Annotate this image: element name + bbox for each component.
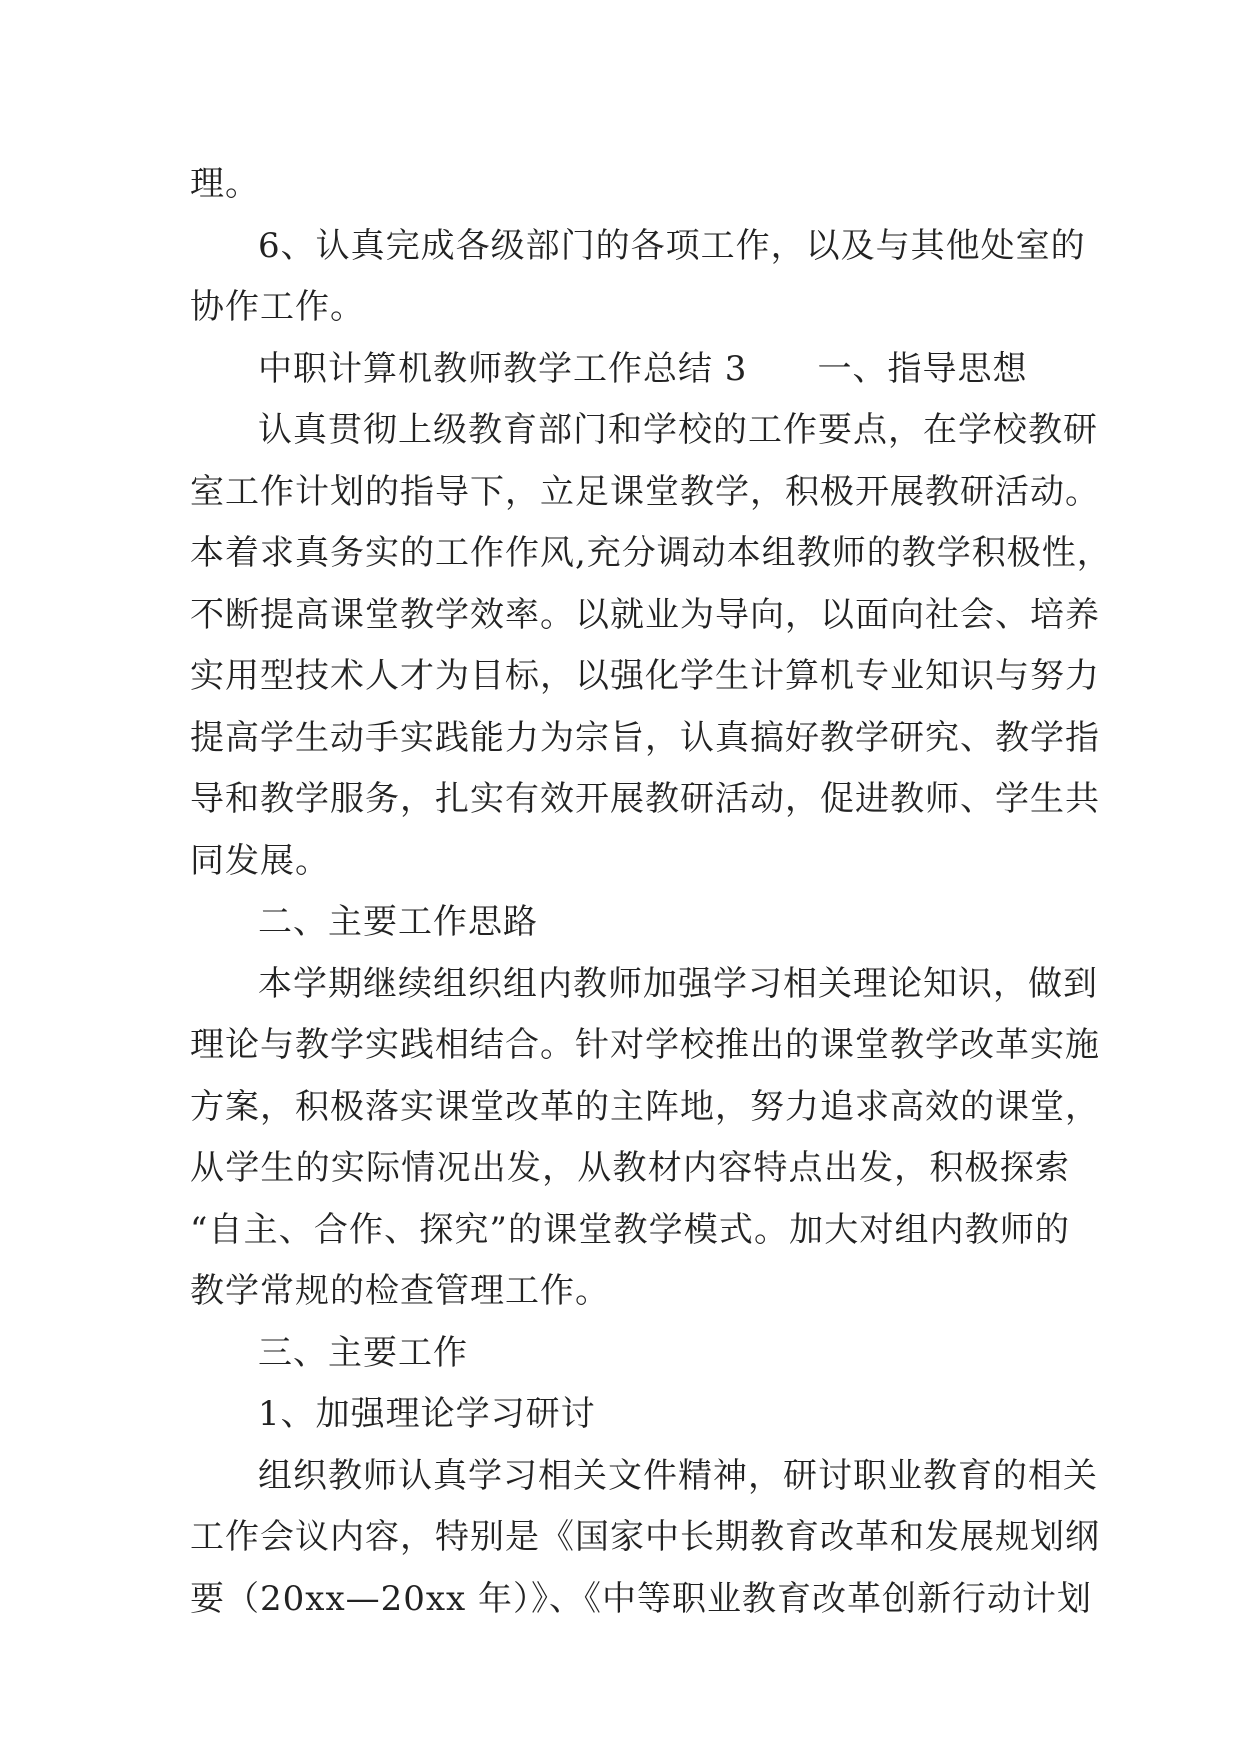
- section-heading-line: [190, 339, 1070, 401]
- text-line: 工作会议内容，特别是《国家中长期教育改革和发展规划纲: [190, 1517, 1100, 1557]
- text-line: 不断提高课堂教学效率。以就业为导向，以面向社会、培养: [190, 594, 1100, 635]
- document-subtitle: 中职计算机教师教学工作总结 3: [258, 348, 748, 389]
- text-line: 实用型技术人才为目标，以强化学生计算机专业知识与努力: [190, 656, 1100, 696]
- text-line: “自主、合作、探究”的课堂教学模式。加大对组内教师的: [190, 1209, 1070, 1250]
- section-heading: 二、主要工作思路: [258, 902, 538, 942]
- text-line: 协作工作。: [190, 287, 365, 327]
- subsection-heading: 1、加强理论学习研讨: [258, 1394, 596, 1434]
- text-line: 要（20xx—20xx 年）》、《中等职业教育改革创新行动计划: [190, 1578, 1093, 1619]
- text-line: 本学期继续组织组内教师加强学习相关理论知识，做到: [258, 963, 1098, 1004]
- text-line: 室工作计划的指导下，立足课堂教学，积极开展教研活动。: [190, 471, 1100, 512]
- text-line: 组织教师认真学习相关文件精神，研讨职业教育的相关: [258, 1455, 1098, 1496]
- text-line: 同发展。: [190, 840, 330, 881]
- text-line: 提高学生动手实践能力为宗旨，认真搞好教学研究、教学指: [190, 717, 1100, 758]
- section-heading: 三、主要工作: [258, 1332, 468, 1373]
- document-body: [190, 154, 1112, 1630]
- text-line: 理论与教学实践相结合。针对学校推出的课堂教学改革实施: [190, 1025, 1100, 1065]
- text-line: 理。: [190, 164, 260, 204]
- section-heading: 一、指导思想: [817, 348, 1028, 389]
- text-line: 认真贯彻上级教育部门和学校的工作要点，在学校教研: [258, 410, 1098, 450]
- text-line: 本着求真务实的工作作风,充分调动本组教师的教学积极性，: [190, 533, 1112, 573]
- text-line: 6、认真完成各级部门的各项工作，以及与其他处室的: [258, 225, 1086, 266]
- text-line: 方案，积极落实课堂改革的主阵地，努力追求高效的课堂，: [190, 1086, 1100, 1127]
- text-line: 教学常规的检查管理工作。: [190, 1271, 610, 1311]
- text-line: 从学生的实际情况出发，从教材内容特点出发，积极探索: [190, 1148, 1070, 1188]
- text-line: 导和教学服务，扎实有效开展教研活动，促进教师、学生共: [190, 779, 1100, 819]
